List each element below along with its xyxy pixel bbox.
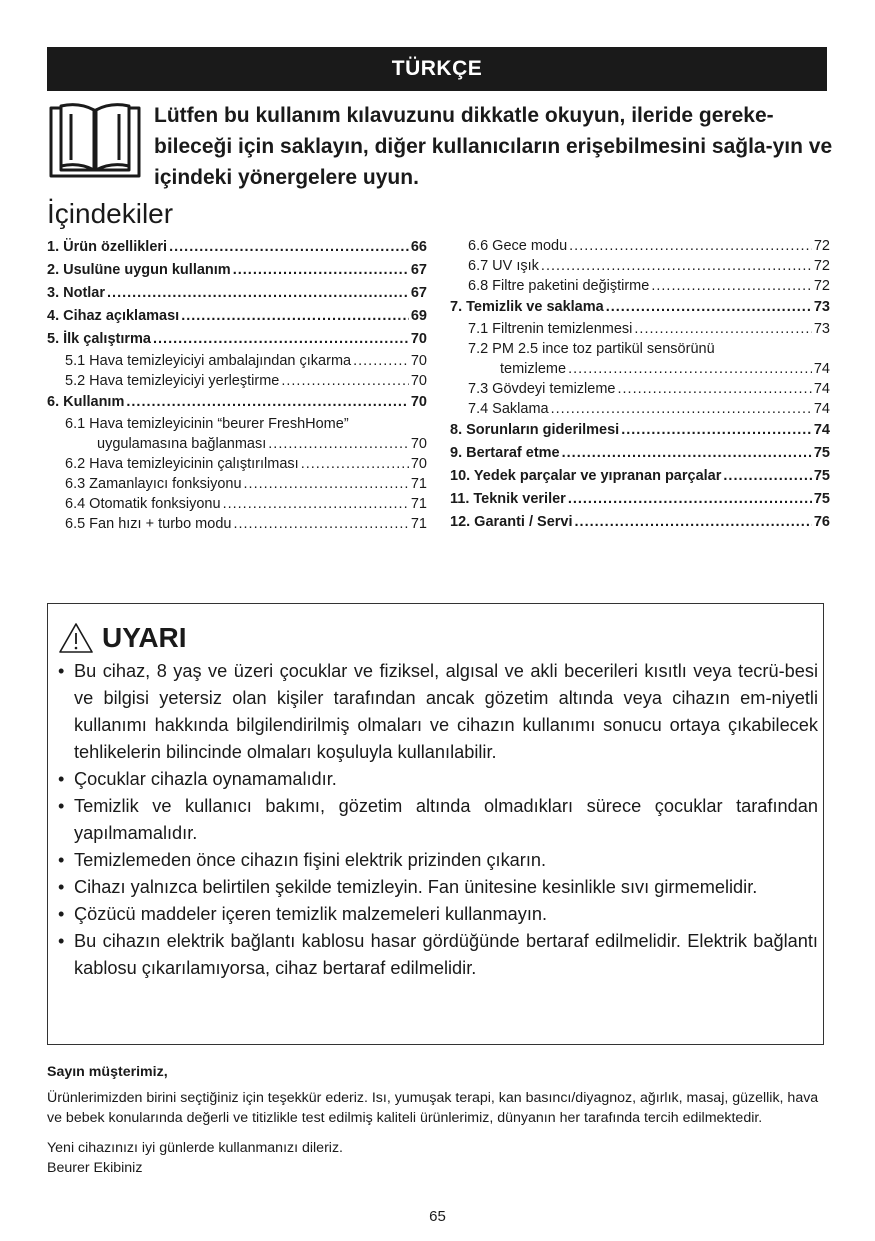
toc-page: 70 [410, 394, 427, 410]
toc-label: 7.3 Gövdeyi temizleme [468, 381, 616, 397]
toc-page: 74 [813, 381, 830, 397]
toc-entry[interactable] [47, 494, 427, 514]
toc-label: 7.2 PM 2.5 ince toz partikül sensörünü [468, 341, 715, 357]
toc-entry[interactable] [47, 282, 427, 305]
toc-label: 9. Bertaraf etme [450, 445, 560, 461]
toc-page: 74 [813, 401, 830, 417]
toc-label: 8. Sorunların giderilmesi [450, 422, 620, 438]
toc-label: 7.1 Filtrenin temizlenmesi [468, 321, 633, 337]
toc-entry[interactable] [450, 339, 830, 359]
closing-body: Ürünlerimizden birini seçtiğiniz için teşekkür ederiz. Isı, yumuşak terapi, kan basıncı/diyagnoz, ağırlık, masaj, güzellik, hava ve bebek konularında değerli ve titizlikle test edilmiş kaliteli ürünlerimiz, dünyanın her tarafında tercih edilmektedir. [47, 1090, 819, 1126]
toc-entry[interactable] [450, 419, 830, 442]
toc-entry[interactable] [47, 236, 427, 259]
toc-page: 74 [813, 361, 830, 377]
toc-page: 73 [813, 299, 830, 315]
toc-page: 70 [410, 353, 427, 369]
toc-title: İçindekiler [47, 198, 174, 229]
toc-entry[interactable] [450, 465, 830, 488]
toc-page: 67 [410, 262, 427, 278]
toc-label: 6.6 Gece modu [468, 238, 568, 254]
toc-label: 6. Kullanım [47, 394, 125, 410]
toc-label: 6.4 Otomatik fonksiyonu [65, 496, 221, 512]
toc-label: 5.2 Hava temizleyiciyi yerleştirme [65, 373, 280, 389]
warning-item: • Bu cihaz, 8 yaş ve üzeri çocuklar ve fiziksel, algısal ve akli becerileri kısıtlı veya tecrü-besi ve bilgisi yetersiz olan kişiler tarafından ancak gözetim altında veya cihazın em-niyetli kullanımı hakkında bilgilendirilmiş olmaları ve cihazın kullanımı sonucu ortaya çıkabilecek tehlikelerin bilincinde olmaları koşuluyla kullanılabilir. [58, 658, 818, 766]
toc-entry[interactable] [47, 414, 427, 434]
toc-page: 66 [410, 239, 427, 255]
warning-box [47, 603, 824, 1045]
toc-label: 6.2 Hava temizleyicinin çalıştırılması [65, 456, 299, 472]
toc-page: 75 [813, 445, 830, 461]
toc-page: 72 [813, 278, 830, 294]
salutation: Sayın müşterimiz, [47, 1064, 168, 1080]
toc-entry[interactable] [450, 399, 830, 419]
toc-label: 11. Teknik veriler [450, 491, 566, 507]
closing-section [47, 1062, 832, 1178]
warning-list [58, 658, 818, 982]
toc-entry[interactable] [47, 454, 427, 474]
toc-entry[interactable] [47, 351, 427, 371]
toc-right-column [450, 236, 830, 534]
toc-label: 6.3 Zamanlayıcı fonksiyonu [65, 476, 242, 492]
toc-page: 71 [410, 496, 427, 512]
toc-label: 6.5 Fan hızı + turbo modu [65, 516, 232, 532]
warning-item: • Temizlemeden önce cihazın fişini elektrik prizinden çıkarın. [58, 847, 818, 874]
toc-entry[interactable] [450, 359, 830, 379]
toc-entry[interactable] [47, 391, 427, 414]
signature: Beurer Ekibiniz [47, 1160, 143, 1176]
language-banner [47, 47, 827, 91]
toc-page: 72 [813, 238, 830, 254]
toc-entry[interactable] [450, 379, 830, 399]
toc-entry[interactable] [450, 488, 830, 511]
toc-label: 1. Ürün özellikleri [47, 239, 168, 255]
toc-entry[interactable] [47, 474, 427, 494]
toc-entry[interactable] [450, 319, 830, 339]
warning-item: • Çocuklar cihazla oynamamalıdır. [58, 766, 818, 793]
toc-page: 74 [813, 422, 830, 438]
warning-title: UYARI [102, 622, 187, 653]
toc-entry[interactable] [47, 371, 427, 391]
toc-page: 71 [410, 476, 427, 492]
toc-page: 71 [410, 516, 427, 532]
toc-page: 69 [410, 308, 427, 324]
toc-entry[interactable] [450, 511, 830, 534]
toc-label: 2. Usulüne uygun kullanım [47, 262, 231, 278]
toc-entry[interactable] [47, 328, 427, 351]
toc-page: 72 [813, 258, 830, 274]
toc-label: 7. Temizlik ve saklama [450, 299, 604, 315]
toc-label: 12. Garanti / Servi [450, 514, 573, 530]
page-number: 65 [429, 1208, 446, 1225]
language-title: TÜRKÇE [391, 57, 483, 80]
warning-item: • Temizlik ve kullanıcı bakımı, gözetim altında olmadıkları sürece çocuklar tarafından yapılmamalıdır. [58, 793, 818, 847]
toc-entry[interactable] [47, 305, 427, 328]
toc-label: 6.1 Hava temizleyicinin “beurer FreshHome” [65, 416, 349, 432]
toc-entry[interactable] [450, 236, 830, 256]
toc-label: 4. Cihaz açıklaması [47, 308, 180, 324]
toc-page: 70 [410, 436, 427, 452]
toc-page: 70 [410, 373, 427, 389]
toc-page: 75 [813, 468, 830, 484]
toc-entry[interactable] [450, 296, 830, 319]
toc-label: 6.7 UV ışık [468, 258, 539, 274]
toc-entry[interactable] [450, 442, 830, 465]
toc-entry[interactable] [450, 276, 830, 296]
warning-item: • Çözücü maddeler içeren temizlik malzemeleri kullanmayın. [58, 901, 818, 928]
toc-page: 70 [410, 331, 427, 347]
toc-label: 10. Yedek parçalar ve yıpranan parçalar [450, 468, 722, 484]
warning-triangle-icon [58, 622, 94, 654]
toc-page: 75 [813, 491, 830, 507]
toc-left-column [47, 236, 427, 534]
toc-label: 5. İlk çalıştırma [47, 331, 151, 347]
warning-item: • Bu cihazın elektrik bağlantı kablosu hasar gördüğünde bertaraf edilmelidir. Elektrik bağlantı kablosu çıkarılamıyorsa, cihaz bertaraf edilmelidir. [58, 928, 818, 982]
toc-entry[interactable] [47, 434, 427, 454]
toc-label: 3. Notlar [47, 285, 106, 301]
toc-label: temizleme [500, 361, 567, 377]
toc-entry[interactable] [450, 256, 830, 276]
toc-label: uygulamasına bağlanması [97, 436, 267, 452]
closing-wish: Yeni cihazınızı iyi günlerde kullanmanızı dileriz. [47, 1140, 343, 1156]
toc-entry[interactable] [47, 514, 427, 534]
toc-page: 67 [410, 285, 427, 301]
toc-page: 73 [813, 321, 830, 337]
toc-page: 70 [410, 456, 427, 472]
toc-label: 5.1 Hava temizleyiciyi ambalajından çıkarma [65, 353, 352, 369]
intro-text: Lütfen bu kullanım kılavuzunu dikkatle okuyun, ileride gereke-bileceği için saklayın, diğer kullanıcıların erişebilmesini sağla-yın ve içindeki yönergelere uyun. [154, 104, 833, 189]
book-icon [47, 100, 143, 178]
toc-entry[interactable] [47, 259, 427, 282]
toc-label: 7.4 Saklama [468, 401, 549, 417]
warning-item: • Cihazı yalnızca belirtilen şekilde temizleyin. Fan ünitesine kesinlikle sıvı girmemelidir. [58, 874, 818, 901]
toc-label: 6.8 Filtre paketini değiştirme [468, 278, 650, 294]
warning-header [58, 622, 187, 654]
toc-page: 76 [813, 514, 830, 530]
